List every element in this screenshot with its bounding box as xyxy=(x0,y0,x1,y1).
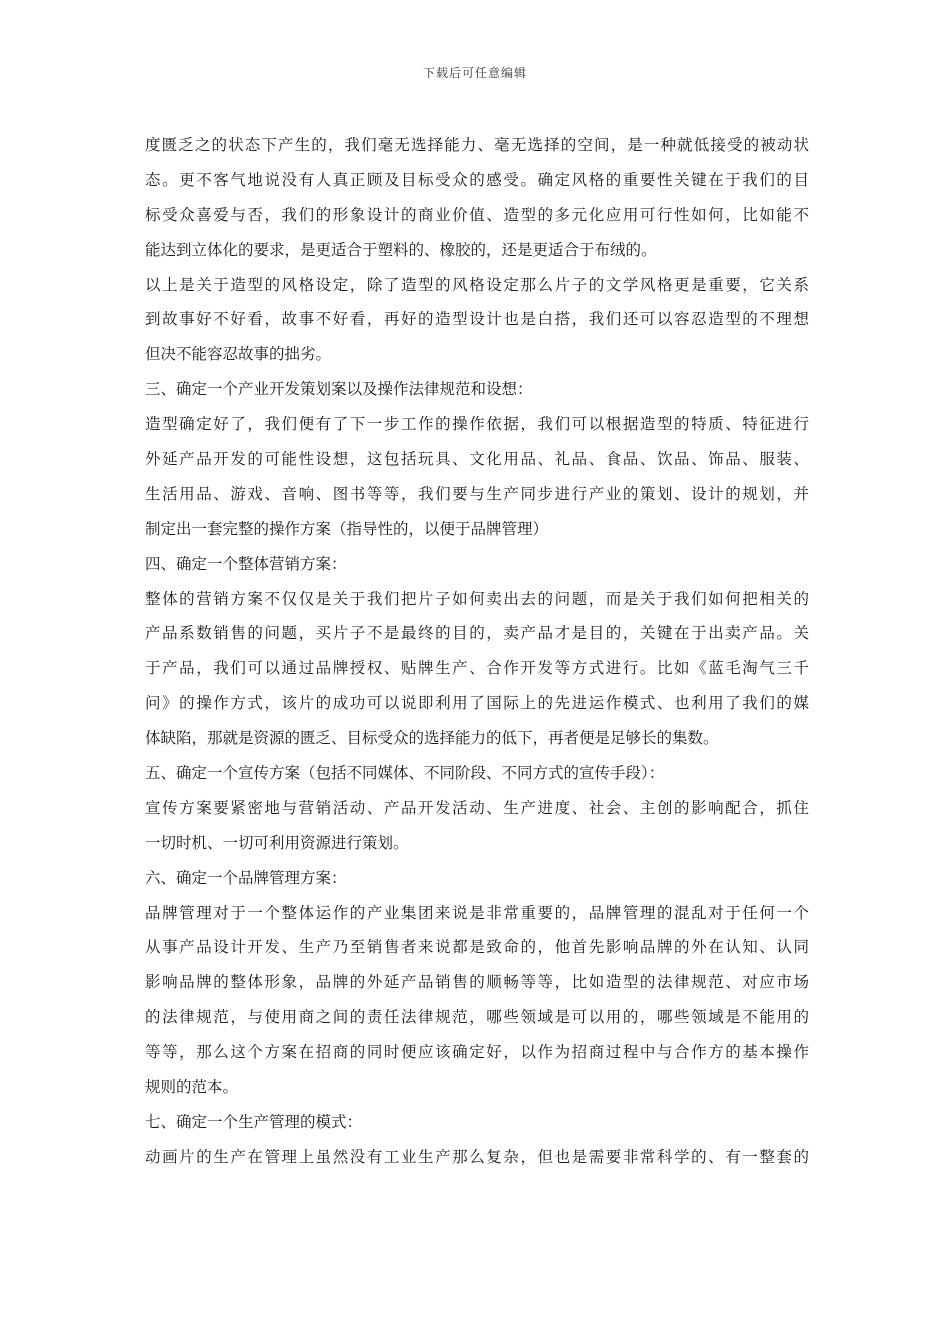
text-line: 七、确定一个生产管理的模式： xyxy=(145,1112,363,1131)
text-line: 态。更不客气地说没有人真正顾及目标受众的感受。确定风格的重要性关键在于我们的目 xyxy=(145,170,809,189)
text-line: 五、确定一个宣传方案（包括不同媒体、不同阶段、不同方式的宣传手段）： xyxy=(145,764,665,783)
text-line: 但决不能容忍故事的拙劣。 xyxy=(145,345,332,364)
page-header: 下载后可任意编辑 xyxy=(422,66,527,80)
text-line: 度匮乏之的状态下产生的，我们毫无选择能力、毫无选择的空间，是一种就低接受的被动状 xyxy=(145,136,809,154)
text-line: 制定出一套完整的操作方案（指导性的，以便于品牌管理） xyxy=(145,519,549,538)
text-line: 等等，那么这个方案在招商的同时便应该确定好，以作为招商过程中与合作方的基本操作 xyxy=(145,1043,809,1062)
text-line: 外延产品开发的可能性设想，这包括玩具、文化用品、礼品、食品、饮品、饰品、服装、 xyxy=(145,450,809,469)
text-line: 问》的操作方式，该片的成功可以说即利用了国际上的先进运作模式、也利用了我们的媒 xyxy=(145,694,809,713)
text-line: 从事产品设计开发、生产乃至销售者来说都是致命的，他首先影响品牌的外在认知、认同 xyxy=(145,938,809,957)
text-line: 造型确定好了，我们便有了下一步工作的操作依据，我们可以根据造型的特质、特征进行 xyxy=(145,415,809,434)
text-line: 整体的营销方案不仅仅是关于我们把片子如何卖出去的问题，而是关于我们如何把相关的 xyxy=(145,589,809,608)
text-line: 能达到立体化的要求，是更适合于塑料的、橡胶的，还是更适合于布绒的。 xyxy=(145,240,657,259)
text-line: 规则的范本。 xyxy=(145,1078,239,1097)
text-line: 一切时机、一切可利用资源进行策划。 xyxy=(145,833,409,852)
text-line: 品牌管理对于一个整体运作的产业集团来说是非常重要的，品牌管理的混乱对于任何一个 xyxy=(145,903,809,922)
text-line: 生活用品、游戏、音响、图书等等，我们要与生产同步进行产业的策划、设计的规划，并 xyxy=(145,484,809,503)
text-line: 到故事好不好看，故事不好看，再好的造型设计也是白搭，我们还可以容忍造型的不理想 xyxy=(145,310,809,329)
text-line: 动画片的生产在管理上虽然没有工业生产那么复杂，但也是需要非常科学的、有一整套的 xyxy=(145,1147,809,1166)
text-line: 四、确定一个整体营销方案： xyxy=(145,554,347,573)
text-line: 于产品，我们可以通过品牌授权、贴牌生产、合作开发等方式进行。比如《蓝毛淘气三千 xyxy=(145,659,809,678)
text-line: 影响品牌的整体形象，品牌的外延产品销售的顺畅等等，比如造型的法律规范、对应市场 xyxy=(145,973,809,992)
text-line: 体缺陷，那就是资源的匮乏、目标受众的选择能力的低下，再者便是足够长的集数。 xyxy=(145,729,719,748)
text-line: 六、确定一个品牌管理方案： xyxy=(145,868,347,887)
text-line: 标受众喜爱与否，我们的形象设计的商业价值、造型的多元化应用可行性如何，比如能不 xyxy=(145,205,809,224)
text-line: 以上是关于造型的风格设定，除了造型的风格设定那么片子的文学风格更是重要，它关系 xyxy=(145,275,809,294)
text-line: 宣传方案要紧密地与营销活动、产品开发活动、生产进度、社会、主创的影响配合，抓住 xyxy=(145,798,809,817)
document-body xyxy=(145,128,809,1175)
text-line: 产品系数销售的问题，买片子不是最终的目的，卖产品才是目的，关键在于出卖产品。关 xyxy=(145,624,809,643)
text-line: 三、确定一个产业开发策划案以及操作法律规范和设想： xyxy=(145,380,533,399)
text-line: 的法律规范，与使用商之间的责任法律规范，哪些领域是可以用的，哪些领域是不能用的 xyxy=(145,1008,809,1027)
